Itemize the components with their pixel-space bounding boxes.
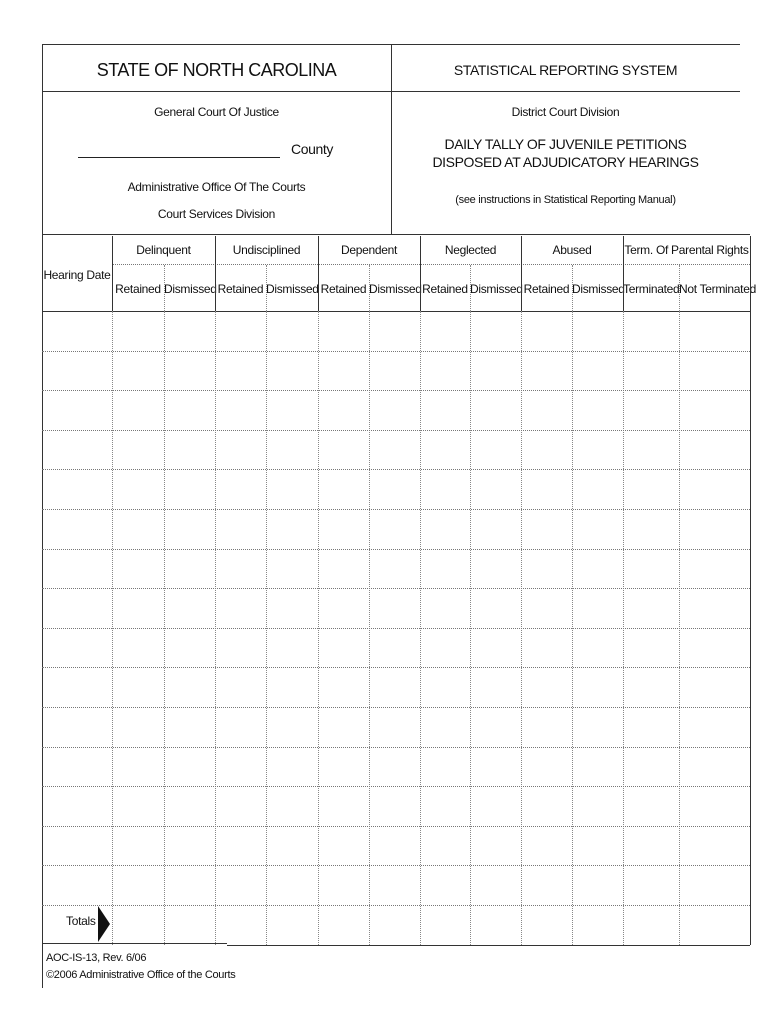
row-divider (42, 351, 750, 352)
tally-cell[interactable] (320, 392, 367, 428)
tally-cell[interactable] (523, 669, 570, 705)
tally-cell[interactable] (625, 590, 677, 626)
hearing-date-cell[interactable] (45, 749, 109, 785)
sub-header-dependent-dismissed: Dismissed (369, 282, 422, 296)
tally-cell[interactable] (681, 353, 748, 389)
row-divider (42, 509, 750, 510)
tally-cell[interactable] (371, 590, 418, 626)
tally-cell[interactable] (166, 867, 213, 903)
tally-cell[interactable] (217, 590, 264, 626)
tally-cell[interactable] (320, 590, 367, 626)
hearing-date-cell[interactable] (45, 392, 109, 428)
tally-cell[interactable] (681, 590, 748, 626)
tally-cell[interactable] (523, 788, 570, 824)
tally-cell[interactable] (217, 630, 264, 666)
tally-cell[interactable] (625, 313, 677, 349)
row-divider (42, 549, 750, 550)
tally-cell[interactable] (472, 709, 519, 745)
tally-cell[interactable] (320, 313, 367, 349)
tally-cell[interactable] (217, 828, 264, 864)
tally-cell[interactable] (422, 590, 468, 626)
tally-cell[interactable] (114, 630, 162, 666)
tally-cell[interactable] (320, 630, 367, 666)
tally-cell[interactable] (114, 511, 162, 547)
tally-cell[interactable] (217, 551, 264, 587)
group-divider (112, 236, 113, 311)
tally-cell[interactable] (422, 511, 468, 547)
tally-cell[interactable] (114, 788, 162, 824)
totals-cell[interactable] (166, 907, 213, 943)
totals-cell[interactable] (625, 907, 677, 943)
tally-cell[interactable] (625, 551, 677, 587)
tally-cell[interactable] (320, 511, 367, 547)
hearing-date-cell[interactable] (45, 511, 109, 547)
tally-cell[interactable] (114, 828, 162, 864)
tally-cell[interactable] (681, 867, 748, 903)
tally-cell[interactable] (371, 788, 418, 824)
tally-cell[interactable] (523, 392, 570, 428)
tally-cell[interactable] (681, 749, 748, 785)
group-header-dependent: Dependent (340, 243, 398, 257)
totals-cell[interactable] (371, 907, 418, 943)
row-divider (42, 588, 750, 589)
totals-cell[interactable] (268, 907, 316, 943)
tally-cell[interactable] (574, 511, 621, 547)
sub-header-undisciplined-dismissed: Dismissed (266, 282, 319, 296)
tally-cell[interactable] (574, 432, 621, 468)
tally-cell[interactable] (320, 867, 367, 903)
tally-cell[interactable] (217, 313, 264, 349)
tally-cell[interactable] (574, 392, 621, 428)
tally-cell[interactable] (625, 669, 677, 705)
row-divider (42, 430, 750, 431)
group-divider (521, 236, 522, 311)
tally-cell[interactable] (268, 630, 316, 666)
tally-cell[interactable] (114, 749, 162, 785)
group-header-abused: Abused (552, 243, 592, 257)
tally-cell[interactable] (268, 432, 316, 468)
sub-header-delinquent-retained: Retained (115, 282, 161, 296)
form-title-line1: DAILY TALLY OF JUVENILE PETITIONS (444, 136, 687, 152)
tally-cell[interactable] (320, 828, 367, 864)
tally-cell[interactable] (574, 669, 621, 705)
tally-cell[interactable] (422, 669, 468, 705)
tally-cell[interactable] (681, 432, 748, 468)
tally-cell[interactable] (625, 828, 677, 864)
group-header-delinquent: Delinquent (136, 243, 191, 257)
tally-cell[interactable] (320, 471, 367, 507)
table-bottom-rule (227, 945, 750, 946)
row-divider (42, 390, 750, 391)
tally-cell[interactable] (371, 709, 418, 745)
tally-cell[interactable] (166, 630, 213, 666)
sub-column-divider (470, 265, 471, 311)
tally-cell[interactable] (268, 392, 316, 428)
tally-cell[interactable] (523, 432, 570, 468)
tally-cell[interactable] (625, 353, 677, 389)
hearing-date-cell[interactable] (45, 313, 109, 349)
tally-cell[interactable] (574, 353, 621, 389)
totals-cell[interactable] (114, 907, 162, 943)
tally-cell[interactable] (217, 432, 264, 468)
row-divider (42, 707, 750, 708)
tally-cell[interactable] (166, 551, 213, 587)
sub-header-terminated: Terminated (623, 282, 680, 296)
totals-cell[interactable] (523, 907, 570, 943)
row-divider (42, 826, 750, 827)
totals-cell[interactable] (422, 907, 468, 943)
tally-cell[interactable] (523, 551, 570, 587)
tally-cell[interactable] (320, 432, 367, 468)
tally-cell[interactable] (523, 709, 570, 745)
tally-cell[interactable] (523, 471, 570, 507)
tally-cell[interactable] (523, 749, 570, 785)
tally-cell[interactable] (371, 551, 418, 587)
tally-cell[interactable] (422, 353, 468, 389)
division-name: District Court Division (511, 105, 620, 119)
hearing-date-cell[interactable] (45, 669, 109, 705)
hearing-date-cell[interactable] (45, 353, 109, 389)
tally-cell[interactable] (523, 353, 570, 389)
tally-cell[interactable] (268, 551, 316, 587)
tally-cell[interactable] (166, 828, 213, 864)
tally-cell[interactable] (320, 709, 367, 745)
tally-cell[interactable] (166, 669, 213, 705)
tally-cell[interactable] (371, 828, 418, 864)
tally-cell[interactable] (574, 313, 621, 349)
tally-cell[interactable] (422, 630, 468, 666)
services-name: Court Services Division (157, 207, 276, 221)
tally-cell[interactable] (166, 590, 213, 626)
sub-column-divider (266, 265, 267, 311)
tally-cell[interactable] (371, 432, 418, 468)
tally-cell[interactable] (166, 788, 213, 824)
tally-cell[interactable] (422, 788, 468, 824)
sub-column-divider (164, 265, 165, 311)
tally-cell[interactable] (472, 551, 519, 587)
court-name: General Court Of Justice (154, 105, 279, 119)
tally-cell[interactable] (574, 471, 621, 507)
tally-cell[interactable] (472, 590, 519, 626)
tally-cell[interactable] (371, 471, 418, 507)
tally-cell[interactable] (114, 551, 162, 587)
tally-cell[interactable] (114, 709, 162, 745)
tally-cell[interactable] (320, 353, 367, 389)
tally-cell[interactable] (574, 551, 621, 587)
hearing-date-cell[interactable] (45, 471, 109, 507)
tally-cell[interactable] (523, 828, 570, 864)
tally-cell[interactable] (114, 313, 162, 349)
tally-cell[interactable] (422, 749, 468, 785)
tally-cell[interactable] (422, 828, 468, 864)
tally-cell[interactable] (625, 630, 677, 666)
tally-cell[interactable] (320, 749, 367, 785)
tally-cell[interactable] (681, 511, 748, 547)
tally-cell[interactable] (681, 828, 748, 864)
state-title: STATE OF NORTH CAROLINA (96, 60, 337, 80)
hearing-date-cell[interactable] (45, 630, 109, 666)
tally-cell[interactable] (625, 867, 677, 903)
tally-cell[interactable] (523, 630, 570, 666)
tally-cell[interactable] (472, 392, 519, 428)
tally-cell[interactable] (625, 749, 677, 785)
totals-cell[interactable] (217, 907, 264, 943)
sub-header-undisciplined-retained: Retained (217, 282, 264, 296)
sub-header-abused-retained: Retained (523, 282, 570, 296)
tally-cell[interactable] (114, 867, 162, 903)
tally-cell[interactable] (268, 749, 316, 785)
tally-cell[interactable] (472, 669, 519, 705)
hearing-date-cell[interactable] (45, 590, 109, 626)
instructions-note: (see instructions in Statistical Reporting Manual) (455, 194, 676, 206)
county-field[interactable] (78, 141, 280, 158)
tally-cell[interactable] (625, 511, 677, 547)
tally-cell[interactable] (268, 828, 316, 864)
tally-cell[interactable] (422, 867, 468, 903)
tally-cell[interactable] (681, 392, 748, 428)
tally-cell[interactable] (681, 630, 748, 666)
group-header-undisciplined: Undisciplined (232, 243, 301, 257)
tally-cell[interactable] (166, 432, 213, 468)
tally-cell[interactable] (371, 353, 418, 389)
group-header-rule (112, 264, 750, 265)
group-header-neglected: Neglected (444, 243, 497, 257)
row-divider (42, 905, 750, 906)
tally-cell[interactable] (114, 353, 162, 389)
tally-cell[interactable] (217, 471, 264, 507)
tally-cell[interactable] (625, 709, 677, 745)
tally-cell[interactable] (268, 353, 316, 389)
tally-cell[interactable] (472, 432, 519, 468)
tally-cell[interactable] (523, 511, 570, 547)
tally-cell[interactable] (472, 313, 519, 349)
tally-cell[interactable] (217, 669, 264, 705)
hearing-date-cell[interactable] (45, 867, 109, 903)
tally-cell[interactable] (268, 471, 316, 507)
tally-cell[interactable] (472, 511, 519, 547)
group-header-parental-rights: Term. Of Parental Rights (624, 243, 749, 257)
tally-cell[interactable] (217, 709, 264, 745)
tally-cell[interactable] (166, 709, 213, 745)
tally-cell[interactable] (114, 471, 162, 507)
tally-cell[interactable] (320, 788, 367, 824)
sub-header-not-terminated: Not Terminated (679, 282, 756, 296)
tally-cell[interactable] (625, 392, 677, 428)
tally-cell[interactable] (523, 590, 570, 626)
tally-cell[interactable] (422, 551, 468, 587)
tally-cell[interactable] (523, 867, 570, 903)
hearing-date-cell[interactable] (45, 828, 109, 864)
tally-cell[interactable] (472, 749, 519, 785)
tally-cell[interactable] (114, 669, 162, 705)
row-divider (42, 786, 750, 787)
tally-cell[interactable] (217, 867, 264, 903)
tally-cell[interactable] (472, 630, 519, 666)
sub-column-divider (679, 265, 680, 311)
totals-cell[interactable] (320, 907, 367, 943)
tally-cell[interactable] (681, 669, 748, 705)
tally-cell[interactable] (574, 749, 621, 785)
tally-cell[interactable] (371, 313, 418, 349)
totals-arrow-icon (98, 906, 110, 942)
tally-cell[interactable] (217, 511, 264, 547)
group-divider (420, 236, 421, 311)
tally-cell[interactable] (268, 590, 316, 626)
tally-cell[interactable] (472, 788, 519, 824)
sub-header-neglected-dismissed: Dismissed (470, 282, 523, 296)
tally-cell[interactable] (114, 392, 162, 428)
tally-cell[interactable] (422, 313, 468, 349)
county-label: County (291, 141, 333, 157)
tally-cell[interactable] (574, 590, 621, 626)
tally-cell[interactable] (166, 313, 213, 349)
group-divider (215, 236, 216, 311)
tally-cell[interactable] (422, 709, 468, 745)
column-header-bottom-rule (42, 311, 750, 312)
sub-header-dependent-retained: Retained (320, 282, 367, 296)
hearing-date-cell[interactable] (45, 551, 109, 587)
sub-header-neglected-retained: Retained (422, 282, 468, 296)
tally-cell[interactable] (422, 432, 468, 468)
tally-cell[interactable] (268, 788, 316, 824)
tally-cell[interactable] (681, 709, 748, 745)
totals-label: Totals (66, 914, 96, 928)
hearing-date-header: Hearing Date (43, 268, 111, 282)
sub-header-delinquent-dismissed: Dismissed (164, 282, 217, 296)
header-title-rule (42, 91, 740, 92)
tally-cell[interactable] (681, 471, 748, 507)
tally-cell[interactable] (371, 630, 418, 666)
hearing-date-cell[interactable] (45, 788, 109, 824)
office-name: Administrative Office Of The Courts (127, 180, 306, 194)
tally-cell[interactable] (217, 392, 264, 428)
tally-cell[interactable] (268, 709, 316, 745)
tally-cell[interactable] (472, 867, 519, 903)
tally-cell[interactable] (268, 313, 316, 349)
sub-header-abused-dismissed: Dismissed (572, 282, 625, 296)
row-divider (42, 865, 750, 866)
tally-cell[interactable] (574, 788, 621, 824)
tally-cell[interactable] (371, 867, 418, 903)
copyright-notice: ©2006 Administrative Office of the Courts (46, 969, 236, 981)
tally-cell[interactable] (166, 353, 213, 389)
tally-cell[interactable] (166, 392, 213, 428)
tally-cell[interactable] (166, 511, 213, 547)
tally-cell[interactable] (681, 551, 748, 587)
totals-bottom-rule (42, 943, 227, 944)
tally-cell[interactable] (574, 867, 621, 903)
tally-cell[interactable] (320, 551, 367, 587)
totals-cell[interactable] (472, 907, 519, 943)
tally-cell[interactable] (625, 432, 677, 468)
tally-cell[interactable] (320, 669, 367, 705)
tally-cell[interactable] (472, 353, 519, 389)
row-divider (42, 747, 750, 748)
tally-cell[interactable] (217, 788, 264, 824)
sub-column-divider (369, 265, 370, 311)
totals-cell[interactable] (681, 907, 748, 943)
row-divider (42, 469, 750, 470)
hearing-date-cell[interactable] (45, 432, 109, 468)
tally-cell[interactable] (472, 471, 519, 507)
tally-cell[interactable] (371, 669, 418, 705)
row-divider (42, 628, 750, 629)
tally-cell[interactable] (371, 511, 418, 547)
header-bottom-rule (42, 234, 750, 235)
group-divider (318, 236, 319, 311)
tally-cell[interactable] (114, 432, 162, 468)
hearing-date-cell[interactable] (45, 709, 109, 745)
tally-cell[interactable] (574, 630, 621, 666)
tally-cell[interactable] (371, 749, 418, 785)
tally-cell[interactable] (217, 353, 264, 389)
sub-column-divider (572, 265, 573, 311)
tally-cell[interactable] (166, 471, 213, 507)
tally-cell[interactable] (625, 471, 677, 507)
tally-cell[interactable] (166, 749, 213, 785)
tally-cell[interactable] (268, 867, 316, 903)
tally-cell[interactable] (625, 788, 677, 824)
tally-cell[interactable] (523, 313, 570, 349)
tally-cell[interactable] (371, 392, 418, 428)
tally-cell[interactable] (681, 788, 748, 824)
form-title-line2: DISPOSED AT ADJUDICATORY HEARINGS (432, 154, 699, 170)
totals-cell[interactable] (574, 907, 621, 943)
table-right-rule (750, 236, 751, 945)
form-number: AOC-IS-13, Rev. 6/06 (46, 952, 147, 964)
group-divider (623, 236, 624, 311)
system-title: STATISTICAL REPORTING SYSTEM (453, 62, 678, 78)
tally-cell[interactable] (472, 828, 519, 864)
tally-cell[interactable] (114, 590, 162, 626)
tally-cell[interactable] (217, 749, 264, 785)
tally-cell[interactable] (681, 313, 748, 349)
tally-cell[interactable] (422, 392, 468, 428)
tally-cell[interactable] (574, 828, 621, 864)
tally-cell[interactable] (574, 709, 621, 745)
row-divider (42, 667, 750, 668)
tally-cell[interactable] (268, 669, 316, 705)
tally-cell[interactable] (268, 511, 316, 547)
tally-cell[interactable] (422, 471, 468, 507)
